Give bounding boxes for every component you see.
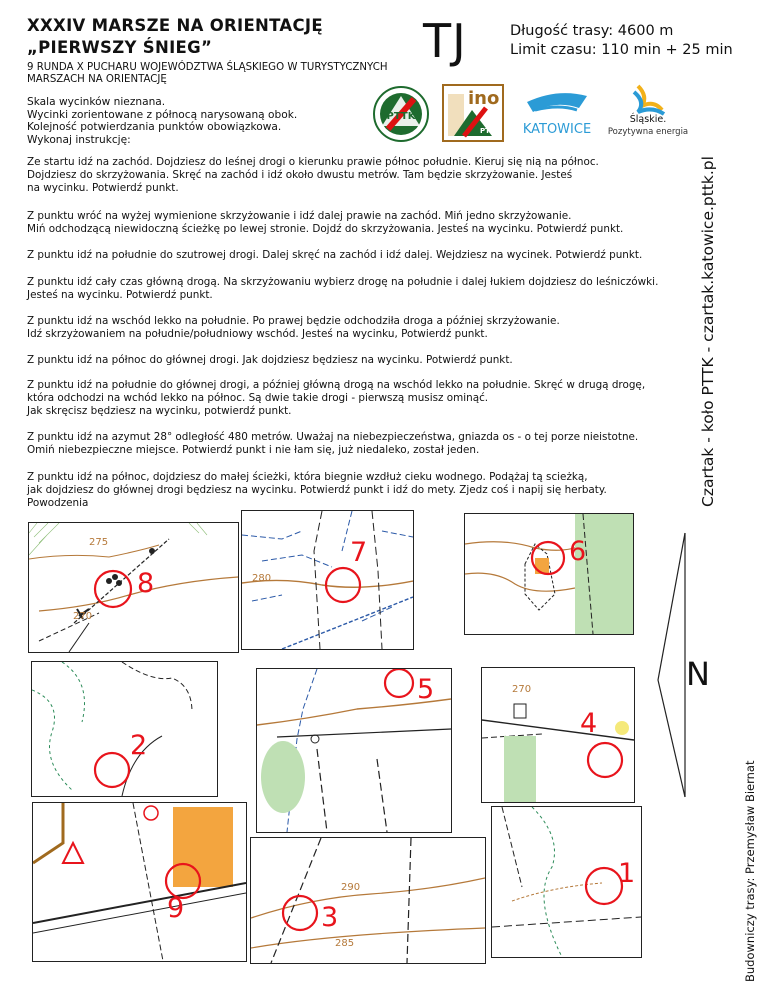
club-mark: TJ bbox=[423, 14, 467, 68]
map-clip-9 bbox=[32, 802, 247, 962]
route-line: Z punktu wróć na wyżej wymienione skrzyżowanie i idź dalej prawie na zachód. Miń jedno skrzyżowanie. bbox=[27, 210, 572, 222]
route-step-5 bbox=[27, 315, 677, 341]
control-number-7: 7 bbox=[350, 537, 368, 568]
control-circle-4 bbox=[588, 743, 622, 777]
course-info bbox=[510, 22, 733, 60]
ino-logo bbox=[442, 84, 504, 142]
ino-pttk-text: PTTK bbox=[480, 127, 501, 135]
contour-label: 290 bbox=[341, 882, 361, 893]
control-number-5: 5 bbox=[417, 674, 435, 705]
control-circle-1 bbox=[586, 868, 622, 904]
contour-label: 275 bbox=[89, 537, 109, 548]
instruction-line: Wykonaj instrukcję: bbox=[27, 133, 131, 146]
slaskie-name: Śląskie. bbox=[629, 114, 667, 125]
route-line: Jak skręcisz będziesz na wycinku, potwierdź punkt. bbox=[27, 405, 292, 417]
map-clip-2 bbox=[31, 661, 218, 797]
control-circle-2 bbox=[95, 753, 129, 787]
control-circle-3 bbox=[283, 896, 317, 930]
route-step-2 bbox=[27, 210, 677, 236]
control-number-6: 6 bbox=[569, 536, 587, 567]
control-number-1: 1 bbox=[618, 858, 636, 889]
map-clip-3 bbox=[250, 837, 486, 964]
route-line: Z punktu idź na wschód lekko na południe. Po prawej będzie odchodziła droga a później skrzyżowanie. bbox=[27, 315, 560, 327]
map-clip-8-drawing bbox=[29, 523, 238, 652]
katowice-logo bbox=[515, 84, 600, 140]
slaskie-tagline: Pozytywna energia bbox=[608, 127, 688, 137]
contour-label: 280 bbox=[252, 573, 272, 584]
route-line: Omiń niebezpieczne miejsce. Potwierdź punkt i nie łam się, już niedaleko, został jeden. bbox=[27, 444, 480, 456]
control-circle-5 bbox=[385, 669, 413, 697]
map-clip-1 bbox=[491, 806, 642, 958]
map-clip-4-drawing bbox=[482, 668, 634, 802]
route-line: na wycinku. Potwierdź punkt. bbox=[27, 182, 179, 194]
route-line: Z punktu idź cały czas główną drogą. Na skrzyżowaniu wybierz drogę na południe i dalej łukiem dojdziesz do leśniczówki. bbox=[27, 276, 659, 288]
control-number-3: 3 bbox=[321, 902, 339, 933]
route-line: Z punktu idź na południe do głównej drogi, a później główną drogą na wschód lekko na południe. Skręć w drugą drogę, bbox=[27, 379, 646, 391]
slaskie-logo bbox=[608, 80, 688, 140]
route-line: Powodzenia bbox=[27, 497, 89, 509]
katowice-logo-text: KATOWICE bbox=[522, 122, 592, 137]
control-number-9: 9 bbox=[167, 893, 185, 924]
control-number-4: 4 bbox=[580, 708, 598, 739]
route-line: Jesteś na wycinku. Potwierdź punkt. bbox=[27, 289, 213, 301]
side-author-text: Budowniczy trasy: Przemysław Biernat bbox=[743, 760, 757, 982]
north-arrow bbox=[650, 525, 690, 805]
contour-label: 270 bbox=[512, 684, 532, 695]
route-line: Ze startu idź na zachód. Dojdziesz do leśnej drogi o kierunku prawie północ południe. Kieruj się nią na północ. bbox=[27, 156, 599, 168]
map-clip-7-drawing bbox=[242, 511, 413, 649]
north-letter: N bbox=[686, 655, 710, 693]
control-number-8: 8 bbox=[137, 568, 155, 599]
side-club-text: Czartak - koło PTTK - czartak.katowice.pttk.pl bbox=[699, 156, 717, 507]
time-limit: Limit czasu: 110 min + 25 min bbox=[510, 42, 733, 58]
map-clip-7 bbox=[241, 510, 414, 650]
route-line: która odchodzi na wchód lekko na północ. Są dwie takie drogi - pierwszą musisz ominąć. bbox=[27, 392, 489, 404]
subtitle: 9 RUNDA X PUCHARU WOJEWÓDZTWA ŚLĄSKIEGO W TURYSTYCZNYCH MARSZACH NA ORIENTACJĘ bbox=[27, 62, 388, 85]
map-clip-4 bbox=[481, 667, 635, 803]
route-line: Z punktu idź na północ do głównej drogi. Jak dojdziesz będziesz na wycinku. Potwierdź punkt. bbox=[27, 354, 513, 366]
title-line-2: „PIERWSZY ŚNIEG” bbox=[27, 38, 213, 57]
title-line-1: XXXIV MARSZE NA ORIENTACJĘ bbox=[27, 16, 323, 35]
map-clip-9-drawing bbox=[33, 803, 246, 961]
control-number-2: 2 bbox=[130, 730, 148, 761]
route-line: Z punktu idź na północ, dojdziesz do małej ścieżki, która biegnie wzdłuż cieku wodnego. Podążaj tą scieżką, bbox=[27, 471, 588, 483]
contour-label: 285 bbox=[335, 938, 355, 949]
instruction-line: Skala wycinków nieznana. bbox=[27, 96, 166, 108]
contour-label: 270 bbox=[73, 611, 93, 622]
map-clip-2-drawing bbox=[32, 662, 217, 796]
route-line: jak dojdziesz do głównej drogi będziesz na wycinku. Potwierdź punkt i idź do mety. Zjedz coś i napij się herbaty. bbox=[27, 484, 607, 496]
map-clip-8 bbox=[28, 522, 239, 653]
pttk-logo-text: PTTK bbox=[386, 111, 416, 122]
map-clip-6-drawing bbox=[465, 514, 633, 634]
course-length: Długość trasy: 4600 m bbox=[510, 23, 674, 39]
map-clip-3-drawing bbox=[251, 838, 485, 963]
route-line: Miń odchodzącą niewidoczną ścieżkę po lewej stronie. Dojdź do skrzyżowania. Jesteś na wycinku. Potwierdź punkt. bbox=[27, 223, 624, 235]
route-line: Dojdziesz do skrzyżowania. Skręć na zachód i idź około dwustu metrów. Tam będzie skrzyżowanie. Jesteś bbox=[27, 169, 573, 181]
route-step-6 bbox=[27, 354, 677, 367]
route-line: Z punktu idź na południe do szutrowej drogi. Dalej skręć na zachód i idź dalej. Wejdziesz na wycinek. Potwierdź punkt. bbox=[27, 249, 643, 261]
route-step-8 bbox=[27, 431, 677, 457]
map-clip-6 bbox=[464, 513, 634, 635]
route-step-4 bbox=[27, 276, 677, 302]
map-clip-5 bbox=[256, 668, 452, 833]
route-step-9 bbox=[27, 471, 677, 510]
route-step-3 bbox=[27, 249, 677, 262]
control-circle-7 bbox=[326, 568, 360, 602]
instruction-line: Wycinki zorientowane z północą narysowaną obok. bbox=[27, 108, 298, 121]
route-line: Z punktu idź na azymut 28° odległość 480 metrów. Uważaj na niebezpieczeństwa, gniazda os - o tej porze nieistotne. bbox=[27, 431, 639, 443]
ino-logo-text: ino bbox=[468, 88, 500, 109]
route-step-1 bbox=[27, 156, 677, 195]
route-line: Idź skrzyżowaniem na południe/południowy wschód. Jesteś na wycinku, Potwierdź punkt. bbox=[27, 328, 488, 340]
route-step-7 bbox=[27, 379, 677, 418]
pttk-logo bbox=[370, 84, 432, 144]
instructions-block bbox=[27, 96, 357, 146]
instruction-line: Kolejność potwierdzania punktów obowiązkowa. bbox=[27, 121, 282, 134]
